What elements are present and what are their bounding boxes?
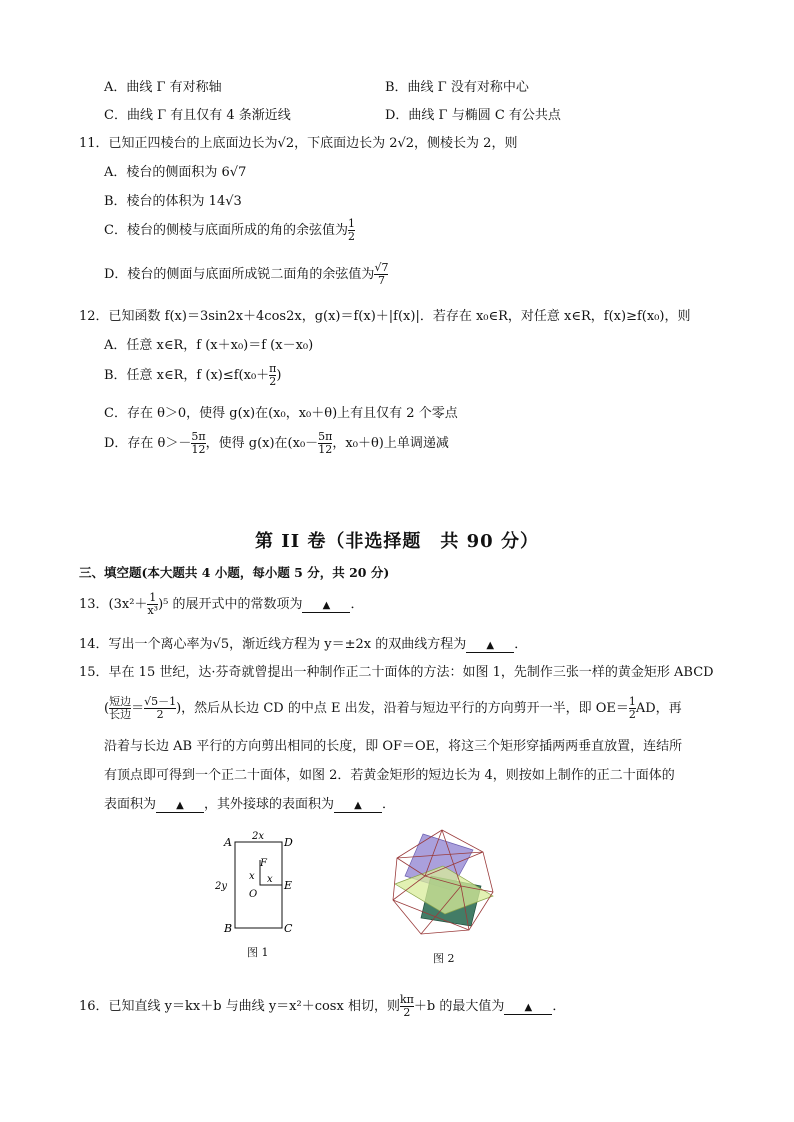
frac-num: 1 (628, 695, 636, 708)
blank-marker: ▲ (322, 600, 331, 611)
frac-num: √7 (374, 261, 389, 274)
fig1-left-label: 2y (215, 881, 228, 892)
q11-option-a: A．棱台的侧面积为 6√7 (104, 165, 247, 180)
q15-half-fraction (629, 696, 636, 721)
q15-answer-blank-2[interactable] (334, 797, 382, 813)
section-3-heading: 三、填空题(本大题共 4 小题，每小题 5 分，共 20 分) (79, 565, 390, 580)
q15-golden-fraction (144, 696, 176, 721)
fig1-top-label: 2x (252, 831, 265, 842)
q12-stem: 12．已知函数 f(x)＝3sin2x＋4cos2x，g(x)＝f(x)＋|f(x)|．若存在 x₀∈R，对任意 x∈R，f(x)≥f(x₀)，则 (79, 309, 691, 324)
q13-answer-blank[interactable] (302, 597, 350, 613)
frac-num: 5π (191, 430, 206, 443)
q15-open-paren: ( (104, 701, 110, 716)
frac-num: kπ (399, 993, 414, 1006)
frac-den: 12 (191, 443, 206, 456)
figure-1-golden-rectangle (210, 830, 300, 940)
q10-option-a: A．曲线 Γ 有对称轴 (104, 80, 222, 95)
frac-den: 2 (347, 230, 355, 243)
q15-line-5-end: ． (382, 797, 396, 812)
q11-option-c-fraction (348, 218, 355, 243)
frac-den: 2 (144, 708, 176, 721)
q10-option-b: B．曲线 Γ 没有对称中心 (385, 80, 529, 95)
q12-option-d-post: ，x₀＋θ)上单调递减 (332, 436, 449, 451)
frac-num: 5π (318, 430, 333, 443)
q11-option-d-fraction (374, 262, 388, 287)
q15-answer-blank-1[interactable] (156, 797, 204, 813)
q12-option-d (104, 431, 449, 456)
frac-den: x³ (147, 604, 159, 617)
q16-pre: 16．已知直线 y＝kx＋b 与曲线 y＝x²＋cosx 相切，则 (79, 999, 400, 1014)
q14 (79, 633, 527, 653)
q15-line-5 (104, 793, 395, 813)
q12-option-d-mid: ，使得 g(x)在(x₀－ (205, 436, 319, 451)
blank-marker: ▲ (524, 1002, 533, 1013)
q13 (79, 592, 364, 617)
q15-ratio-fraction (109, 696, 131, 721)
fig1-label-b: B (224, 922, 233, 935)
q12-option-d-fraction-1 (191, 431, 205, 456)
frac-den: 2 (269, 375, 277, 388)
frac-num: 短边 (109, 695, 132, 708)
q14-end: ． (514, 637, 528, 652)
q11-option-d-text: D．棱台的侧面与底面所成锐二面角的余弦值为 (104, 267, 375, 282)
q16 (79, 994, 565, 1019)
figure-2-caption: 图 2 (433, 952, 455, 965)
q12-option-b-close: ) (276, 368, 282, 383)
q12-option-a: A．任意 x∈R，f (x＋x₀)＝f (x－x₀) (104, 338, 314, 353)
fig1-x-label-1: x (249, 871, 255, 882)
fig1-x-label-2: x (267, 874, 273, 885)
q14-answer-blank[interactable] (466, 637, 514, 653)
q13-fraction (147, 592, 158, 617)
fig1-label-o: O (249, 889, 258, 900)
fig1-label-d: D (284, 836, 293, 849)
q11-option-b: B．棱台的体积为 14√3 (104, 194, 242, 209)
blank-marker: ▲ (176, 800, 184, 811)
blank-marker: ▲ (354, 800, 362, 811)
figure-1-caption: 图 1 (247, 946, 269, 959)
q16-end: ． (552, 999, 566, 1014)
q12-option-b (104, 363, 281, 388)
fig1-label-c: C (284, 922, 293, 935)
q12-option-d-fraction-2 (318, 431, 332, 456)
q13-pre: 13．(3x²＋ (79, 597, 148, 612)
q15-line-4: 有顶点即可得到一个正二十面体，如图 2．若黄金矩形的短边长为 4，则按如上制作的正二十面体的 (104, 768, 675, 783)
q15-line-2-mid: )，然后从长边 CD 的中点 E 出发，沿着与短边平行的方向剪开一半，即 OE＝ (176, 701, 629, 716)
frac-den: 2 (400, 1006, 414, 1019)
q16-answer-blank[interactable] (504, 999, 552, 1015)
q11-option-d (104, 262, 388, 287)
frac-den: 2 (628, 708, 636, 721)
frac-num: π (269, 362, 277, 375)
q11-option-c (104, 218, 355, 243)
q10-option-c: C．曲线 Γ 有且仅有 4 条渐近线 (104, 108, 291, 123)
figure-2-icosahedron (385, 826, 500, 941)
frac-den: 12 (318, 443, 333, 456)
q12-option-b-text: B．任意 x∈R，f (x)≤f(x₀＋ (104, 368, 270, 383)
q15-line-2-end: AD，再 (635, 701, 682, 716)
blank-marker: ▲ (486, 640, 495, 651)
q16-fraction (400, 994, 414, 1019)
q15-eq: ＝ (131, 701, 145, 716)
q12-option-c: C．存在 θ＞0，使得 g(x)在(x₀，x₀＋θ)上有且仅有 2 个零点 (104, 406, 458, 421)
q11-stem: 11．已知正四棱台的上底面边长为√2，下底面边长为 2√2，侧棱长为 2，则 (79, 136, 518, 151)
q13-post: )⁵ 的展开式中的常数项为 (158, 597, 303, 612)
frac-num: 1 (149, 591, 157, 604)
q16-post: ＋b 的最大值为 (413, 999, 505, 1014)
fig1-label-f: F (260, 858, 267, 869)
q13-end: ． (350, 597, 364, 612)
frac-num: √5－1 (144, 695, 177, 708)
q15-line-5-pre: 表面积为 (104, 797, 157, 812)
q15-line-5-mid: ，其外接球的表面积为 (204, 797, 335, 812)
q15-line-3: 沿着与长边 AB 平行的方向剪出相同的长度，即 OF＝OE，将这三个矩形穿插两两垂直放置，连结所 (104, 739, 683, 754)
q12-option-d-pre: D．存在 θ＞－ (104, 436, 192, 451)
q15-line-1: 15．早在 15 世纪，达·芬奇就曾提出一种制作正二十面体的方法：如图 1，先制作三张一样的黄金矩形 ABCD (79, 665, 714, 680)
fig1-label-e: E (284, 879, 293, 892)
part2-title: 第 II 卷（非选择题 共 90 分） (255, 531, 539, 552)
q14-text: 14．写出一个离心率为√5，渐近线方程为 y＝±2x 的双曲线方程为 (79, 637, 467, 652)
frac-den: 7 (374, 274, 388, 287)
fig1-label-a: A (224, 836, 232, 849)
q11-option-c-text: C．棱台的侧棱与底面所成的角的余弦值为 (104, 223, 348, 238)
q15-line-2 (104, 696, 682, 721)
q10-option-d: D．曲线 Γ 与椭圆 C 有公共点 (385, 108, 561, 123)
frac-den: 长边 (109, 708, 132, 721)
frac-num: 1 (347, 217, 355, 230)
